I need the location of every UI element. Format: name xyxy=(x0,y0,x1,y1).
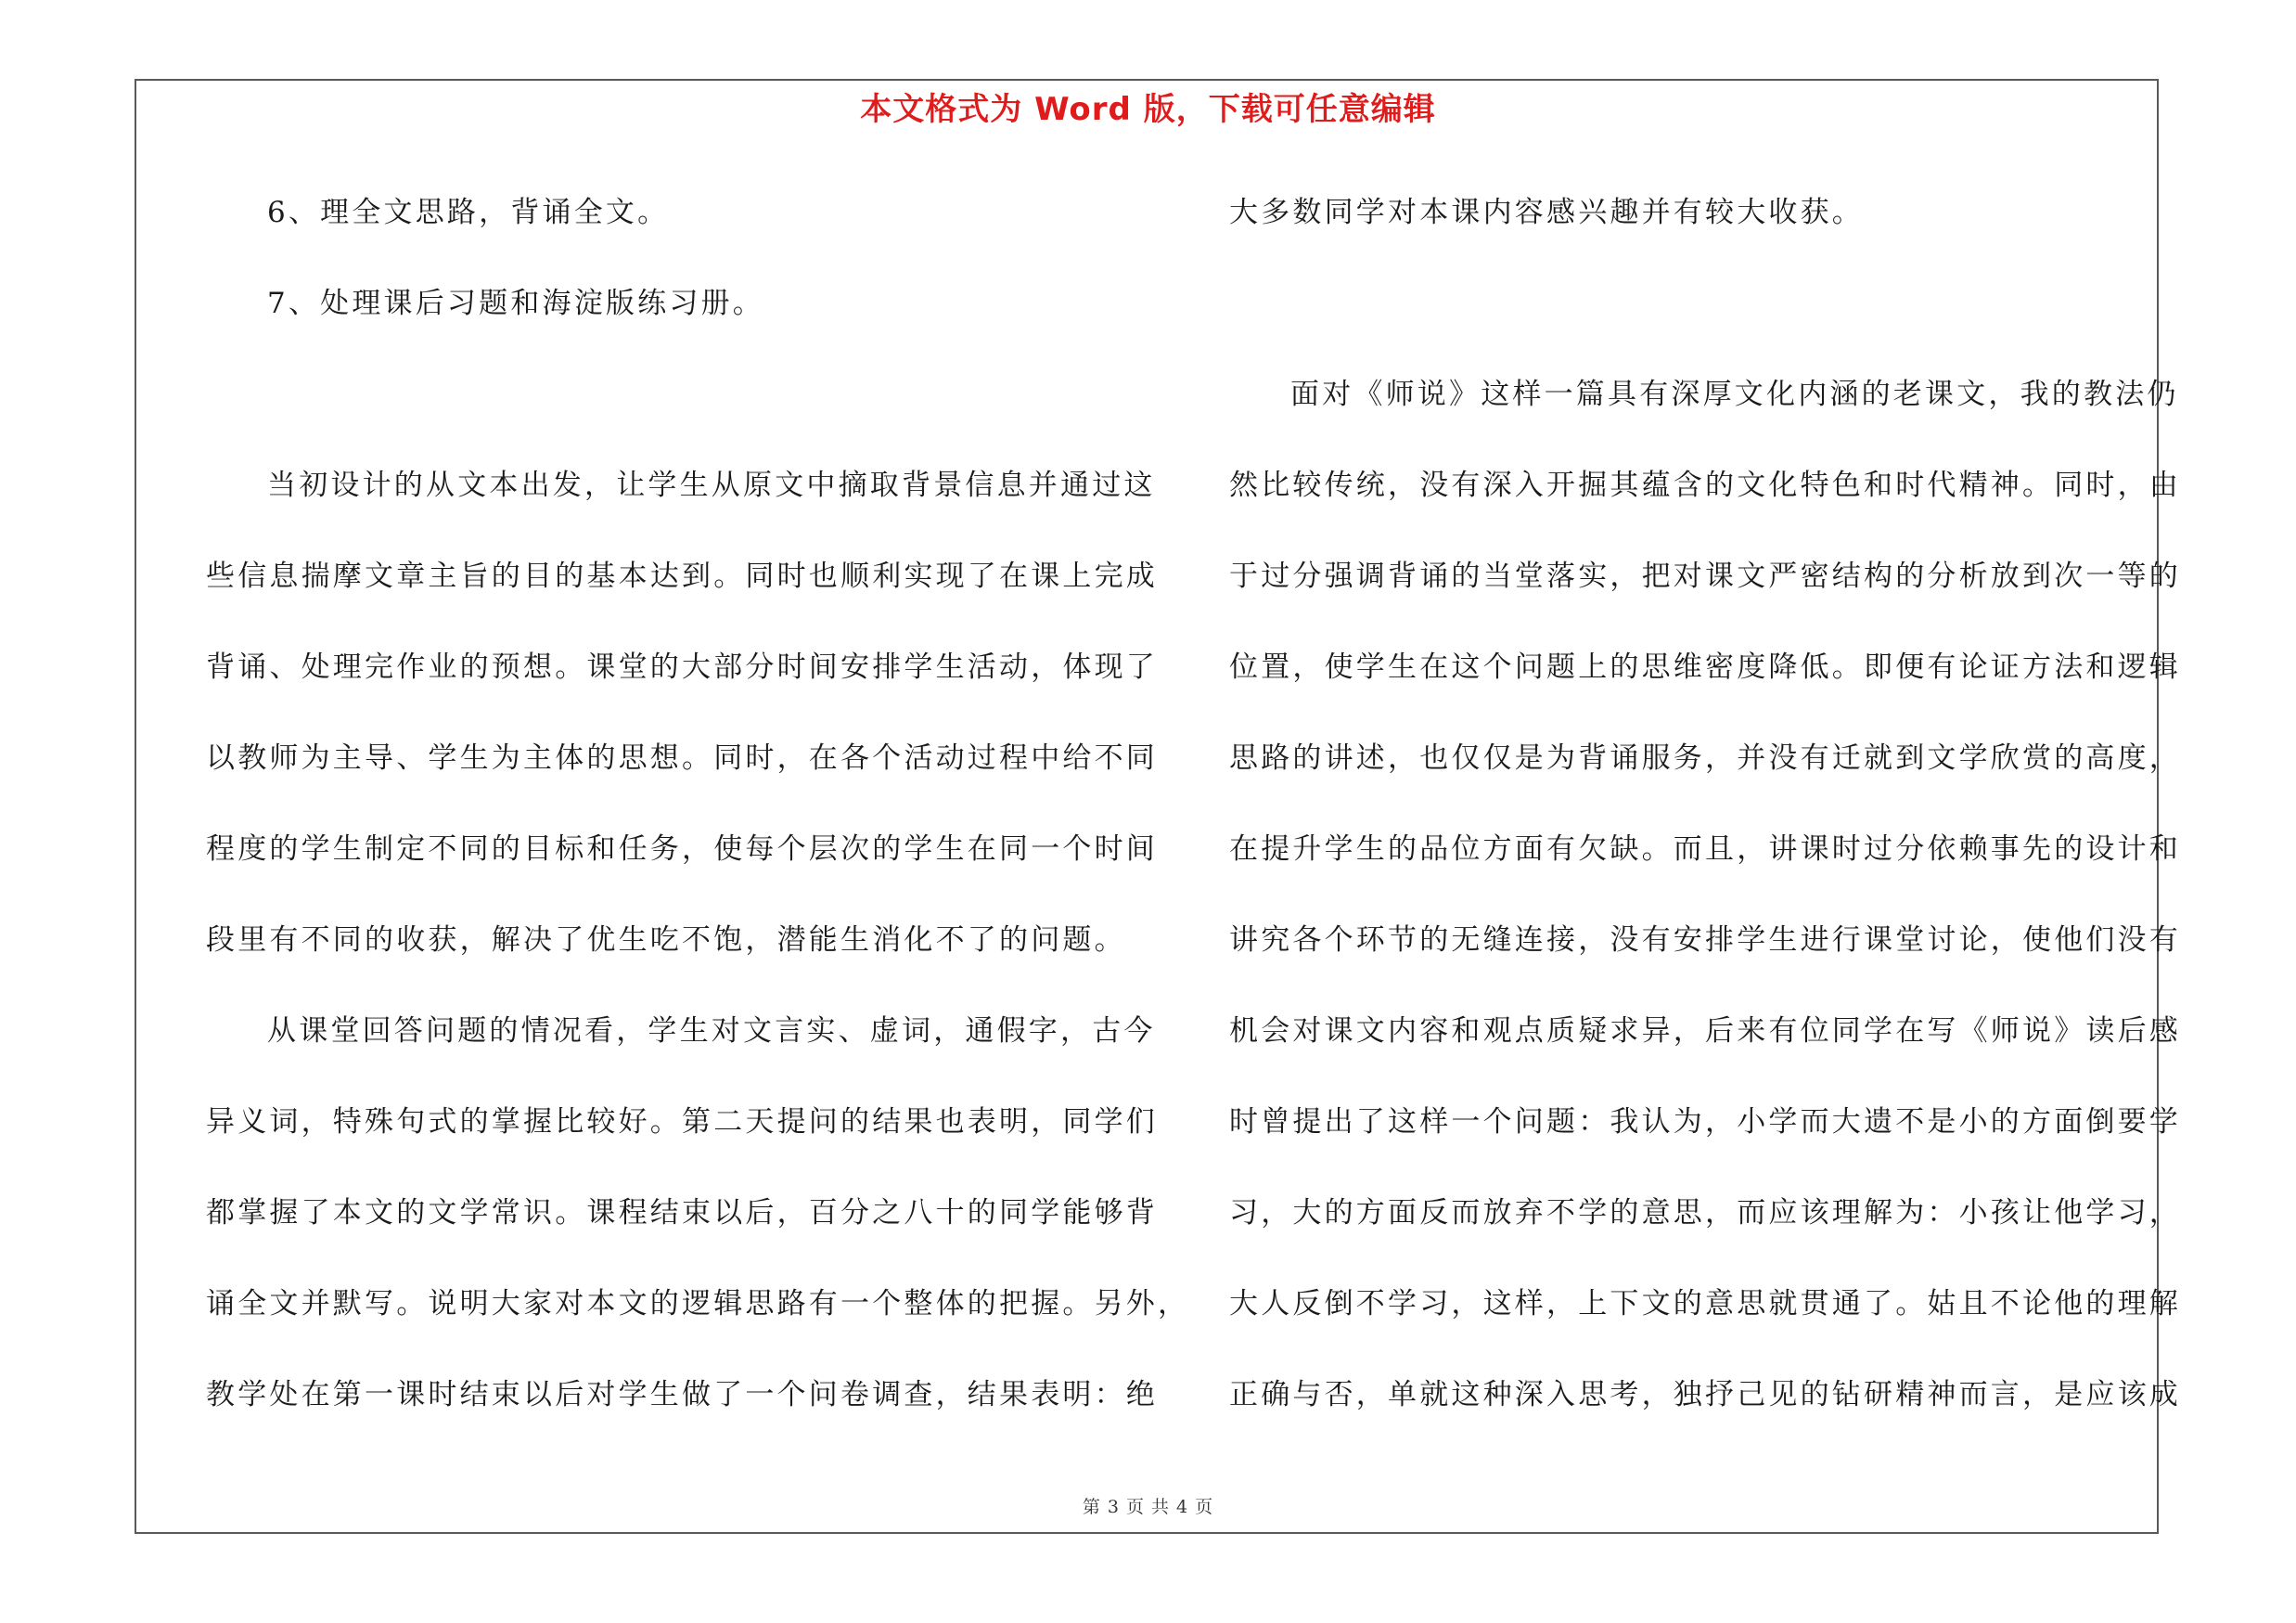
paragraph-line: 程度的学生制定不同的目标和任务，使每个层次的学生在同一个时间 xyxy=(206,832,1158,866)
paragraph-line: 从课堂回答问题的情况看，学生对文言实、虚词，通假字，古今 xyxy=(267,1014,1156,1048)
paragraph-line: 机会对课文内容和观点质疑求异，后来有位同学在写《师说》读后感 xyxy=(1229,1014,2181,1048)
paragraph-line: 当初设计的从文本出发，让学生从原文中摘取背景信息并通过这 xyxy=(267,469,1156,502)
paragraph-line: 在提升学生的品位方面有欠缺。而且，讲课时过分依赖事先的设计和 xyxy=(1229,832,2181,866)
paragraph-line: 诵全文并默写。说明大家对本文的逻辑思路有一个整体的把握。另外， xyxy=(206,1287,1190,1320)
paragraph-line: 教学处在第一课时结束以后对学生做了一个问卷调查，结果表明：绝 xyxy=(206,1378,1158,1411)
paragraph-line: 异义词，特殊句式的掌握比较好。第二天提问的结果也表明，同学们 xyxy=(206,1105,1158,1139)
paragraph-line: 于过分强调背诵的当堂落实，把对课文严密结构的分析放到次一等的 xyxy=(1229,560,2181,593)
paragraph-line: 习，大的方面反而放弃不学的意思，而应该理解为：小孩让他学习， xyxy=(1229,1196,2181,1230)
list-item: 7、处理课后习题和海淀版练习册。 xyxy=(267,287,764,320)
paragraph-line: 大人反倒不学习，这样，上下文的意思就贯通了。姑且不论他的理解 xyxy=(1229,1287,2181,1320)
paragraph-line: 面对《师说》这样一篇具有深厚文化内涵的老课文，我的教法仍 xyxy=(1290,378,2179,411)
paragraph-line: 以教师为主导、学生为主体的思想。同时，在各个活动过程中给不同 xyxy=(206,741,1158,775)
paragraph-line: 思路的讲述，也仅仅是为背诵服务，并没有迁就到文学欣赏的高度， xyxy=(1229,741,2181,775)
paragraph-line: 背诵、处理完作业的预想。课堂的大部分时间安排学生活动，体现了 xyxy=(206,650,1158,684)
paragraph-line: 时曾提出了这样一个问题：我认为，小学而大遗不是小的方面倒要学 xyxy=(1229,1105,2181,1139)
page-number: 第 3 页 共 4 页 xyxy=(1082,1497,1214,1517)
paragraph-line: 然比较传统，没有深入开掘其蕴含的文化特色和时代精神。同时，由 xyxy=(1229,469,2181,502)
paragraph-line: 些信息揣摩文章主旨的目的基本达到。同时也顺利实现了在课上完成 xyxy=(206,560,1158,593)
paragraph-line: 位置，使学生在这个问题上的思维密度降低。即便有论证方法和逻辑 xyxy=(1229,650,2181,684)
paragraph-line: 段里有不同的收获，解决了优生吃不饱，潜能生消化不了的问题。 xyxy=(206,923,1126,957)
paragraph-line: 正确与否，单就这种深入思考，独抒己见的钻研精神而言，是应该成 xyxy=(1229,1378,2181,1411)
paragraph-line: 大多数同学对本课内容感兴趣并有较大收获。 xyxy=(1229,196,1864,229)
paragraph-line: 讲究各个环节的无缝连接，没有安排学生进行课堂讨论，使他们没有 xyxy=(1229,923,2181,957)
list-item: 6、理全文思路，背诵全文。 xyxy=(267,196,670,229)
paragraph-line: 都掌握了本文的文学常识。课程结束以后，百分之八十的同学能够背 xyxy=(206,1196,1158,1230)
format-banner: 本文格式为 Word 版，下载可任意编辑 xyxy=(860,91,1436,128)
